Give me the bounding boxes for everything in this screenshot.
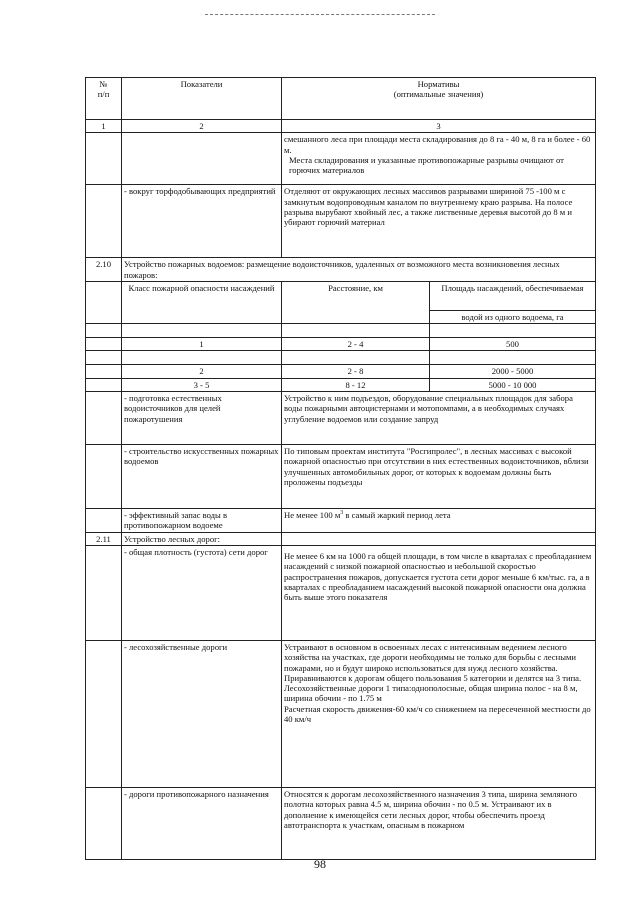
indicator-cell: - эффективный запас воды в противопожарном водоеме bbox=[122, 509, 282, 533]
table-row bbox=[86, 509, 596, 533]
section-number: 2.11 bbox=[86, 532, 122, 545]
norm-cell: Не менее 6 км на 1000 га общей площади, в том числе в кварталах с преобладанием насаждений с низкой пожарной опасностью и небольшой скоростью распространения пожаров, допускается густота сети дорог меньше 6 км/тыс. га, а в кварталах с преобладанием насаждений высокой пожарной опасности она должна быть выше этого показателя bbox=[282, 545, 596, 640]
column-number-3: 3 bbox=[282, 120, 596, 133]
indicator-cell: - лесохозяйственные дороги bbox=[122, 640, 282, 787]
header-number-label: № bbox=[99, 79, 108, 89]
top-edge-mark bbox=[205, 14, 435, 16]
header-number-sublabel: п/п bbox=[97, 89, 110, 100]
table-row bbox=[86, 545, 596, 640]
header-norms-label: Нормативы bbox=[417, 79, 460, 89]
table-header-row bbox=[86, 78, 596, 120]
distance-value: 2 - 4 bbox=[282, 338, 430, 351]
subtable-row bbox=[86, 338, 596, 351]
section-row bbox=[86, 532, 596, 545]
table-row bbox=[86, 640, 596, 787]
spacer-row bbox=[86, 351, 596, 365]
norm-cell: По типовым проектам института "Росгипролес", в лесных массивах с высокой пожарной опасностью при отсутствии в них естественных водоисточников, вблизи улучшенных автомобильных дорог, от которых к водоемам должны быть проложены подъезды bbox=[282, 445, 596, 509]
distance-value: 2 - 8 bbox=[282, 365, 430, 378]
norm-cell: Отделяют от окружающих лесных массивов разрывами шириной 75 -100 м с замкнутым водопроводным каналом по внутреннему краю разрыва. На полосе разрыва вырубают хвойный лес, а также лиственные деревья высотой до 8 м и убирают горючий материал bbox=[282, 185, 596, 258]
indicator-cell: - общая плотность (густота) сети дорог bbox=[122, 545, 282, 640]
indicator-cell: - вокруг торфодобывающих предприятий bbox=[122, 185, 282, 258]
indicator-cell: - подготовка естественных водоисточников для целей пожаротушения bbox=[122, 392, 282, 445]
area-value: 500 bbox=[430, 338, 596, 351]
subtable-row bbox=[86, 365, 596, 378]
area-value: 2000 - 5000 bbox=[430, 365, 596, 378]
table-row bbox=[86, 445, 596, 509]
subtable-header-row bbox=[86, 281, 596, 310]
subtable-col-area: Площадь насаждений, обеспечиваемая bbox=[430, 281, 596, 310]
header-indicators-cell: Показатели bbox=[122, 78, 282, 120]
subtable-row bbox=[86, 378, 596, 391]
table-row bbox=[86, 133, 596, 185]
norm-cell: Относятся к дорогам лесохозяйственного назначения 3 типа, ширина земляного полотна которых равна 4.5 м, ширина обочин - по 0.5 м. Устраивают их в дополнение к имеющейся сети лесных дорог, чтобы обеспечить проезд автотранспорта к участкам, опасным в пожарном bbox=[282, 787, 596, 859]
norm-text: смешанного леса при площади места складирования до 8 га - 40 м, 8 га и более - 60 м. bbox=[284, 134, 591, 155]
column-number-1: 1 bbox=[86, 120, 122, 133]
page-number: 98 bbox=[314, 857, 326, 871]
fire-class-value: 2 bbox=[122, 365, 282, 378]
superscript: 3 bbox=[340, 510, 344, 517]
table-row bbox=[86, 185, 596, 258]
norm-cell bbox=[282, 133, 596, 185]
norm-text: в самый жаркий период лета bbox=[343, 510, 451, 521]
column-number-row bbox=[86, 120, 596, 133]
fire-class-value: 3 - 5 bbox=[122, 378, 282, 391]
distance-value: 8 - 12 bbox=[282, 378, 430, 391]
norm-text: Расчетная скорость движения-60 км/ч со снижением на пересеченной местности до 40 км/ч bbox=[284, 703, 591, 725]
indicator-cell: - строительство искусственных пожарных водоемов bbox=[122, 445, 282, 509]
fire-class-value: 1 bbox=[122, 338, 282, 351]
column-number-2: 2 bbox=[122, 120, 282, 133]
norms-table bbox=[85, 77, 596, 860]
spacer-row bbox=[86, 324, 596, 338]
norm-text: Устраивают в основном в освоенных лесах с интенсивным ведением лесного хозяйства на участках, где дороги необходимы не только для борьбы с лесными пожарами, но и будут широко использоваться для нужд лесного хозяйства. Приравниваются к дорогам общего пользования 5 категории и делятся на 3 типа. bbox=[284, 641, 582, 683]
norm-text: Лесохозяйственные дороги 1 типа:однополосные, общая ширина полос - на 8 м, ширина обочин - по 1.75 м bbox=[284, 683, 578, 704]
section-number: 2.10 bbox=[86, 258, 122, 282]
area-value: 5000 - 10 000 bbox=[430, 378, 596, 391]
table-row bbox=[86, 787, 596, 859]
section-row bbox=[86, 258, 596, 282]
norm-cell bbox=[282, 509, 596, 533]
norm-text: Места складирования и указанные противопожарные разрывы очищают от горючих материалов bbox=[289, 154, 564, 176]
norm-text: Не менее 100 м bbox=[284, 510, 341, 521]
indicator-cell: - дороги противопожарного назначения bbox=[122, 787, 282, 859]
norm-cell: Устройство к ним подъездов, оборудование специальных площадок для забора воды пожарными автоцистернами и мотопомпами, а в необходимых случаях углубление водоемов или создание запруд bbox=[282, 392, 596, 445]
subtable-col-distance: Расстояние, км bbox=[282, 281, 430, 323]
section-title: Устройство пожарных водоемов: размещение водоисточников, удаленных от возможного места возникновения лесных пожаров: bbox=[122, 258, 596, 282]
subtable-col-class: Класс пожарной опасности насаждений bbox=[122, 281, 282, 323]
section-title: Устройство лесных дорог: bbox=[122, 532, 282, 545]
header-norms-sublabel: (оптимальные значения) bbox=[393, 89, 484, 100]
subtable-col-area-sub: водой из одного водоема, га bbox=[430, 310, 596, 323]
norm-cell bbox=[282, 640, 596, 787]
header-number-cell bbox=[86, 78, 122, 120]
header-norms-cell bbox=[282, 78, 596, 120]
table-row bbox=[86, 392, 596, 445]
